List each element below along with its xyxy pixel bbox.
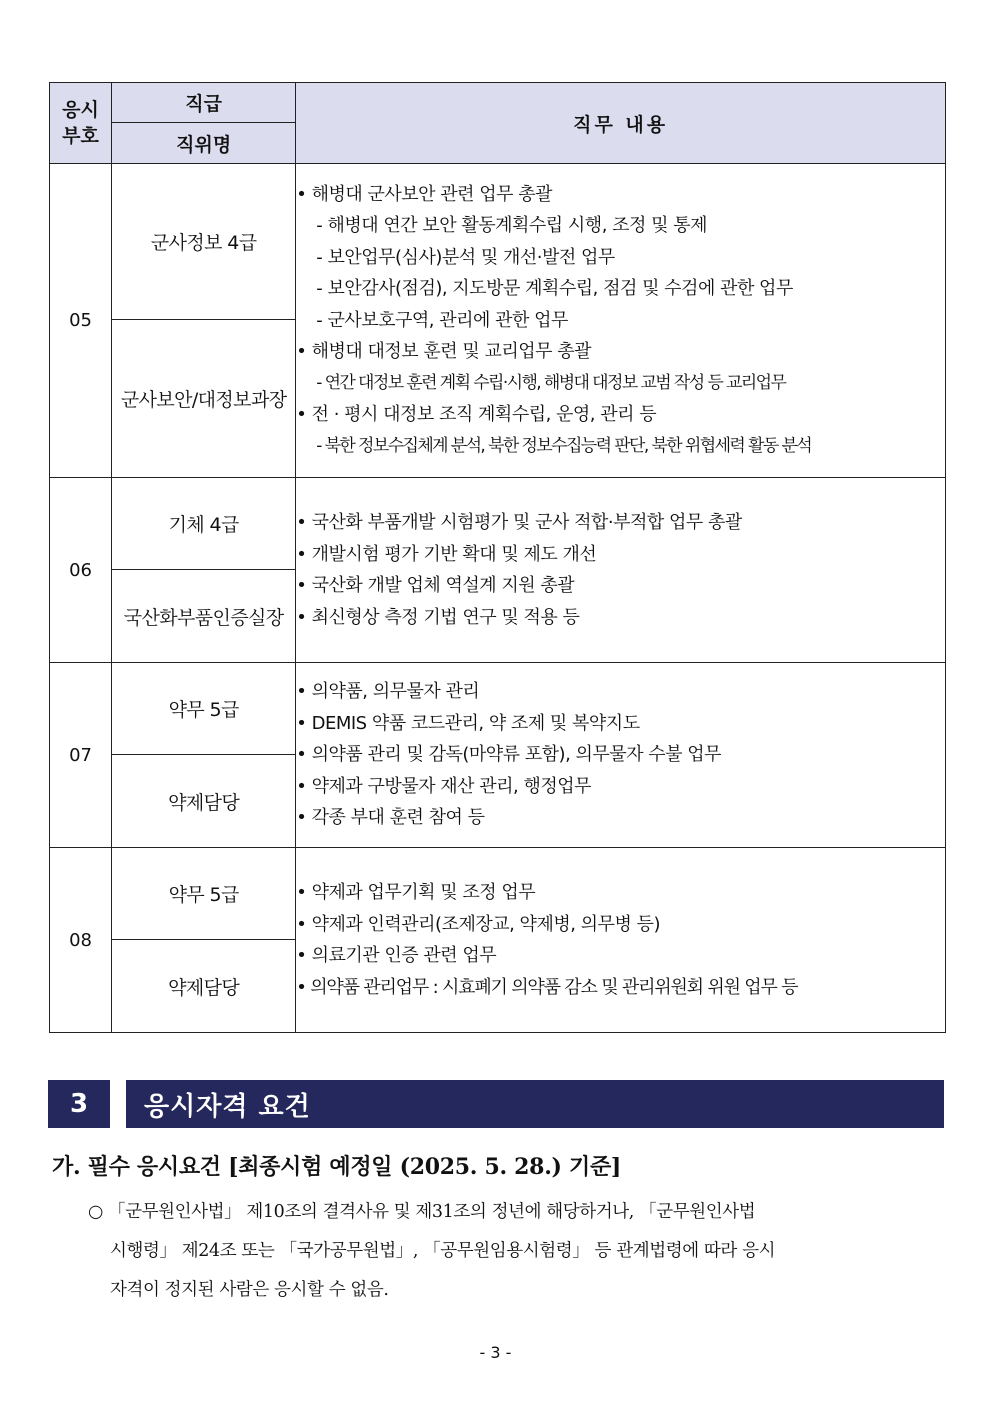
duty-item: • 의료기관 인증 관련 업무 bbox=[296, 945, 497, 966]
grade-cell: 군사정보 4급 bbox=[112, 164, 296, 320]
position-title-cell: 국산화부품인증실장 bbox=[112, 570, 296, 663]
duty-sub-item: - 연간 대정보 훈련 계획 수립·시행, 해병대 대정보 교범 작성 등 교리업무 bbox=[316, 372, 786, 393]
duties-cell bbox=[296, 164, 946, 478]
duty-item: • 의약품 관리 및 감독(마약류 포함), 의무물자 수불 업무 bbox=[296, 744, 722, 766]
grade-cell: 약무 5급 bbox=[112, 663, 296, 755]
duties-cell bbox=[296, 848, 946, 1033]
duties-list bbox=[296, 507, 945, 633]
duty-item: • 최신형상 측정 기법 연구 및 적용 등 bbox=[296, 606, 580, 628]
grade-cell: 약무 5급 bbox=[112, 848, 296, 940]
table-row bbox=[50, 663, 946, 755]
header-exam-code: 응시 부호 bbox=[50, 83, 112, 164]
exam-code-cell: 07 bbox=[50, 663, 112, 848]
section-title: 응시자격 요건 bbox=[126, 1080, 944, 1128]
header-grade: 직급 bbox=[112, 83, 296, 123]
position-title-cell: 군사보안/대정보과장 bbox=[112, 320, 296, 478]
paragraph-line: ○ 「군무원인사법」 제10조의 결격사유 및 제31조의 정년에 해당하거나, 「군무원인사법 bbox=[88, 1202, 756, 1222]
grade-cell: 기체 4급 bbox=[112, 478, 296, 570]
duty-sub-item: - 해병대 연간 보안 활동계획수립 시행, 조정 및 통제 bbox=[316, 215, 708, 237]
duty-sub-item: - 보안업무(심사)분석 및 개선·발전 업무 bbox=[316, 246, 615, 268]
duty-item: • 의약품, 의무물자 관리 bbox=[296, 681, 480, 703]
requirements-paragraph bbox=[88, 1193, 944, 1310]
paragraph-line: 시행령」 제24조 또는 「국가공무원법」, 「공무원임용시험령」 등 관계법령에 따라 응시 bbox=[110, 1241, 776, 1261]
duties-cell bbox=[296, 478, 946, 663]
duty-item: • 전 · 평시 대정보 조직 계획수립, 운영, 관리 등 bbox=[296, 404, 657, 426]
duty-item: • 각종 부대 훈련 참여 등 bbox=[296, 807, 485, 829]
exam-code-cell: 05 bbox=[50, 164, 112, 478]
duty-item: • 해병대 대정보 훈련 및 교리업무 총괄 bbox=[296, 341, 592, 363]
exam-code-cell: 06 bbox=[50, 478, 112, 663]
duty-sub-item: - 보안감사(점검), 지도방문 계획수립, 점검 및 수검에 관한 업무 bbox=[316, 278, 793, 300]
duty-item: • 개발시험 평가 기반 확대 및 제도 개선 bbox=[296, 543, 597, 565]
duty-sub-item: - 북한 정보수집체계 분석, 북한 정보수집능력 판단, 북한 위협세력 활동 분석 bbox=[316, 435, 812, 456]
duty-item: • 국산화 개발 업체 역설계 지원 총괄 bbox=[296, 575, 575, 596]
table-row bbox=[50, 848, 946, 940]
duty-item: • 약제과 구방물자 재산 관리, 행정업무 bbox=[296, 775, 592, 797]
page-number: - 3 - bbox=[479, 1343, 512, 1362]
table-row bbox=[50, 164, 946, 320]
duty-item: • 해병대 군사보안 관련 업무 총괄 bbox=[296, 183, 553, 205]
duties-list bbox=[296, 877, 945, 1003]
duty-item: • 약제과 업무기획 및 조정 업무 bbox=[296, 882, 536, 903]
table-row bbox=[50, 478, 946, 570]
duties-list bbox=[296, 676, 945, 834]
duties-cell bbox=[296, 663, 946, 848]
duty-sub-item: - 군사보호구역, 관리에 관한 업무 bbox=[316, 309, 568, 331]
duty-item: • 약제과 인력관리(조제장교, 약제병, 의무병 등) bbox=[296, 913, 660, 935]
duty-item: • 의약품 관리업무 : 시효폐기 의약품 감소 및 관리위원회 위원 업무 등 bbox=[296, 976, 798, 998]
duty-item: • DEMIS 약품 코드관리, 약 조제 및 복약지도 bbox=[296, 712, 640, 734]
exam-code-cell: 08 bbox=[50, 848, 112, 1033]
duty-item: • 국산화 부품개발 시험평가 및 군사 적합·부적합 업무 총괄 bbox=[296, 512, 742, 533]
job-duties-table bbox=[49, 82, 946, 1033]
position-title-cell: 약제담당 bbox=[112, 940, 296, 1033]
position-title-cell: 약제담당 bbox=[112, 755, 296, 848]
duties-list bbox=[296, 179, 945, 463]
paragraph-line: 자격이 정지된 사람은 응시할 수 없음. bbox=[110, 1280, 389, 1300]
header-position-title: 직위명 bbox=[112, 123, 296, 164]
section-number: 3 bbox=[48, 1080, 110, 1128]
subsection-title: 가. 필수 응시요건 [최종시험 예정일 (2025. 5. 28.) 기준] bbox=[52, 1154, 622, 1180]
header-duties: 직무 내용 bbox=[296, 83, 946, 164]
